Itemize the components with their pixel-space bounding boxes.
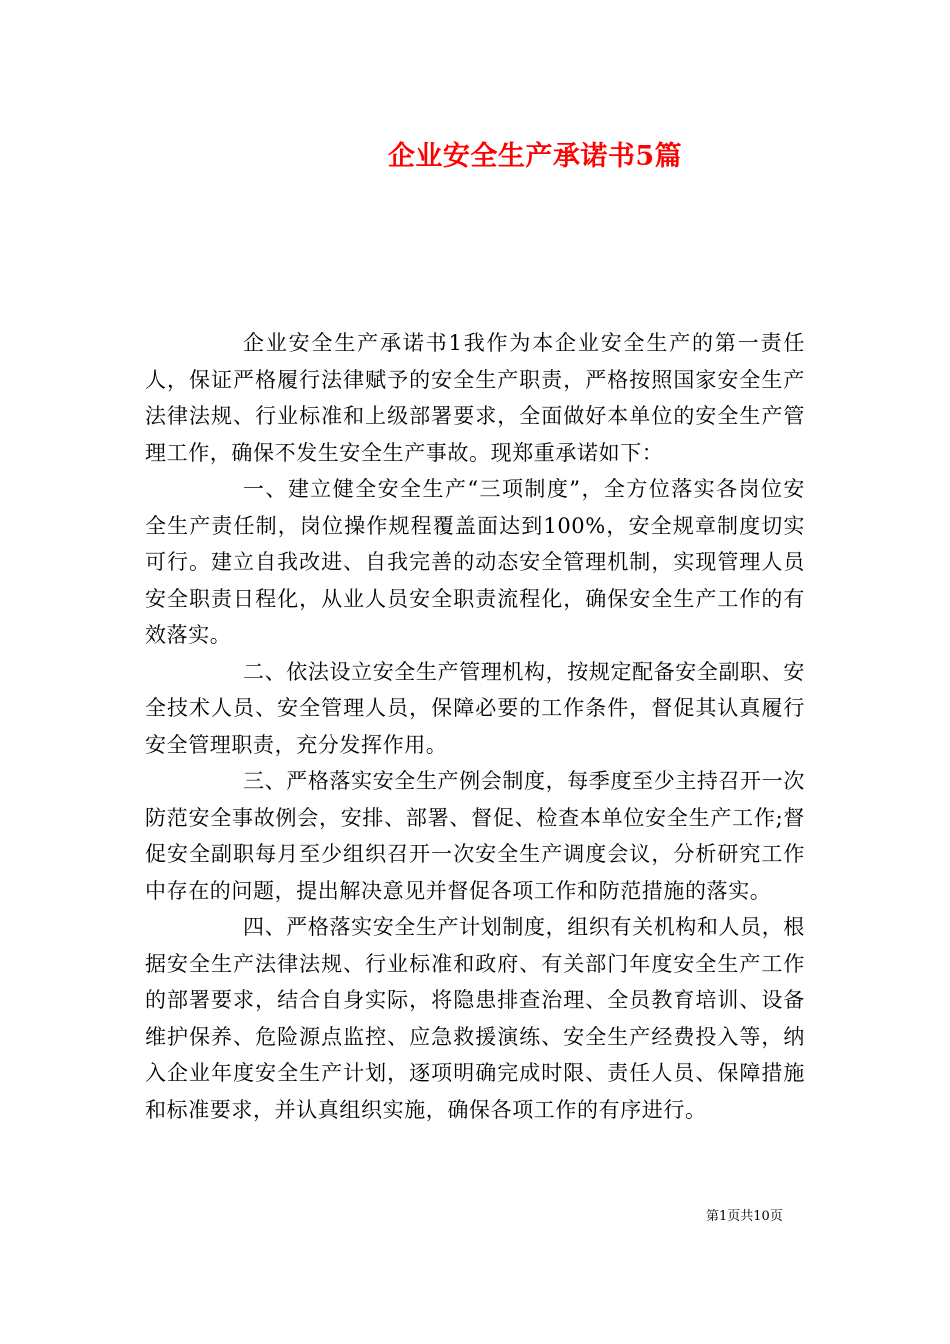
page-number-footer: 第1页共10页	[706, 1209, 783, 1224]
document-body	[145, 325, 805, 1128]
document-title: 企业安全生产承诺书5篇	[387, 141, 683, 172]
paragraph-item-2: 二、依法设立安全生产管理机构，按规定配备安全副职、安全技术人员、安全管理人员，保障必要的工作条件，督促其认真履行安全管理职责，充分发挥作用。	[145, 659, 805, 757]
paragraph-intro: 企业安全生产承诺书1我作为本企业安全生产的第一责任人，保证严格履行法律赋予的安全生产职责，严格按照国家安全生产法律法规、行业标准和上级部署要求，全面做好本单位的安全生产管理工作，确保不发生安全生产事故。现郑重承诺如下：	[145, 331, 805, 465]
paragraph-item-3: 三、严格落实安全生产例会制度，每季度至少主持召开一次防范安全事故例会，安排、部署、督促、检查本单位安全生产工作;督促安全副职每月至少组织召开一次安全生产调度会议，分析研究工作中存在的问题，提出解决意见并督促各项工作和防范措施的落实。	[145, 769, 805, 903]
paragraph-item-1: 一、建立健全安全生产“三项制度”，全方位落实各岗位安全生产责任制，岗位操作规程覆盖面达到100%，安全规章制度切实可行。建立自我改进、自我完善的动态安全管理机制，实现管理人员安全职责日程化，从业人员安全职责流程化，确保安全生产工作的有效落实。	[145, 477, 805, 647]
paragraph-item-4: 四、严格落实安全生产计划制度，组织有关机构和人员，根据安全生产法律法规、行业标准和政府、有关部门年度安全生产工作的部署要求，结合自身实际，将隐患排查治理、全员教育培训、设备维护保养、危险源点监控、应急救援演练、安全生产经费投入等，纳入企业年度安全生产计划，逐项明确完成时限、责任人员、保障措施和标准要求，并认真组织实施，确保各项工作的有序进行。	[145, 915, 805, 1122]
